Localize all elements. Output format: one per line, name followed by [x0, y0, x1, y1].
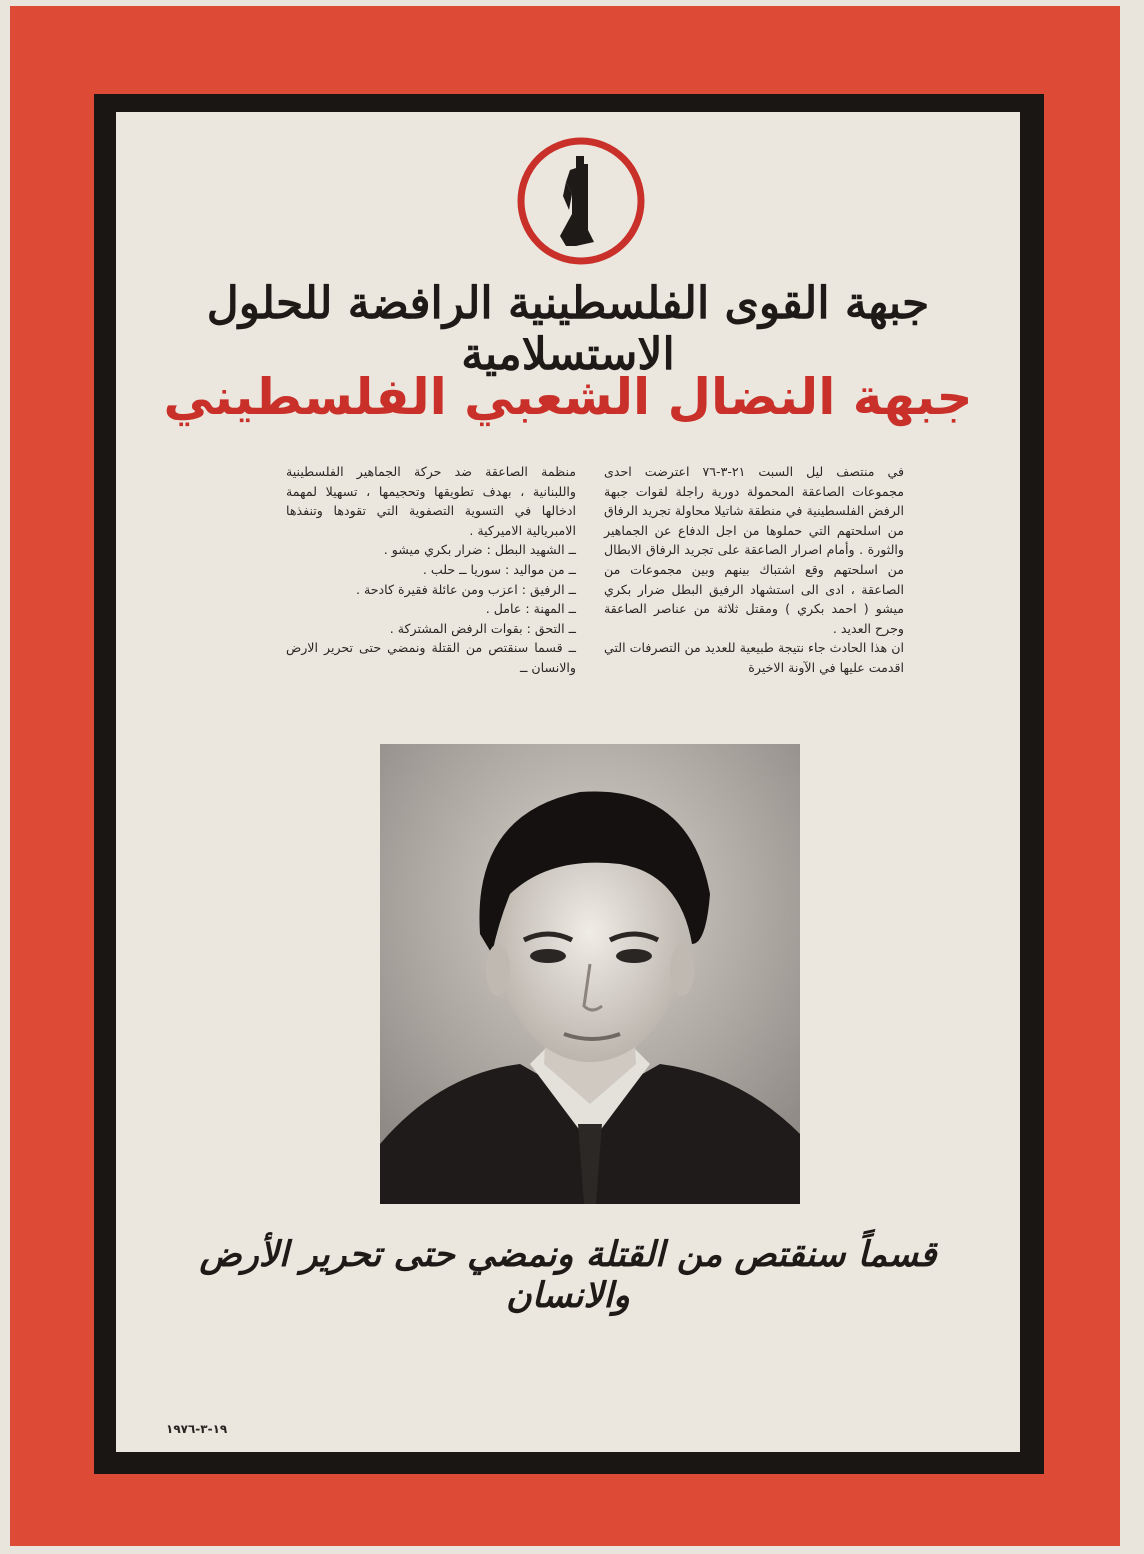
paragraph: ان هذا الحادث جاء نتيجة طبيعية للعديد من التصرفات التي اقدمت عليها في الآونة الاخيرة — [604, 640, 904, 675]
text-column-right — [604, 462, 904, 678]
list-item: ــ الشهيد البطل : ضرار بكري ميشو . — [383, 542, 576, 558]
list-item: ــ من مواليد : سوريا ــ حلب . — [422, 561, 576, 577]
poster-red-border — [10, 6, 1120, 1546]
portrait-illustration — [380, 744, 800, 1204]
list-item: ــ المهنة : عامل . — [485, 601, 576, 617]
poster-paper — [116, 112, 1020, 1452]
list-item: ــ التحق : بقوات الرفض المشتركة . — [389, 620, 576, 636]
paragraph: منظمة الصاعقة ضد حركة الجماهير الفلسطينية واللبنانية ، بهدف تطويقها وتحجيمها ، تسهيلا لمهمة ادخالها في التسوية التصفوية التي تقودها وتنفذها الامبريالية الاميركية . — [286, 464, 576, 538]
text-column-left — [286, 462, 576, 678]
paragraph: في منتصف ليل السبت ٢١-٣-٧٦ اعترضت احدى مجموعات الصاعقة المحمولة دورية راجلة لقوات جبهة الرفض الفلسطينية في منطقة شاتيلا محاولة تجريد الرفاق من اسلحتهم التي حملوها من اجل الدفاع عن الجماهير والثورة . وأمام اصرار الصاعقة على تجريد الرفاق الابطال من اسلحتهم وقع اشتباك بينهم وبين مجموعات من الصاعقة ، ادى الى استشهاد الرفيق البطل ضرار بكري ميشو ( احمد بكري ) ومقتل ثلاثة من عناصر الصاعقة وجرح العديد . — [604, 464, 904, 636]
slogan: قسماً سنقتص من القتلة ونمضي حتى تحرير الأرض والانسان — [199, 1234, 937, 1316]
martyr-portrait-photo — [380, 744, 800, 1204]
list-item: ــ قسما سنقتص من القتلة ونمضي حتى تحرير الارض والانسان ــ — [286, 640, 576, 675]
poster-date: ١٩-٣-١٩٧٦ — [166, 1422, 228, 1436]
organization-subtitle: جبهة النضال الشعبي الفلسطيني — [163, 368, 973, 426]
rifle-in-circle-icon — [514, 134, 648, 268]
list-item: ــ الرفيق : اعزب ومن عائلة فقيرة كادحة . — [356, 581, 576, 597]
organization-title: جبهة القوى الفلسطينية الرافضة للحلول الاستسلامية — [206, 278, 930, 380]
